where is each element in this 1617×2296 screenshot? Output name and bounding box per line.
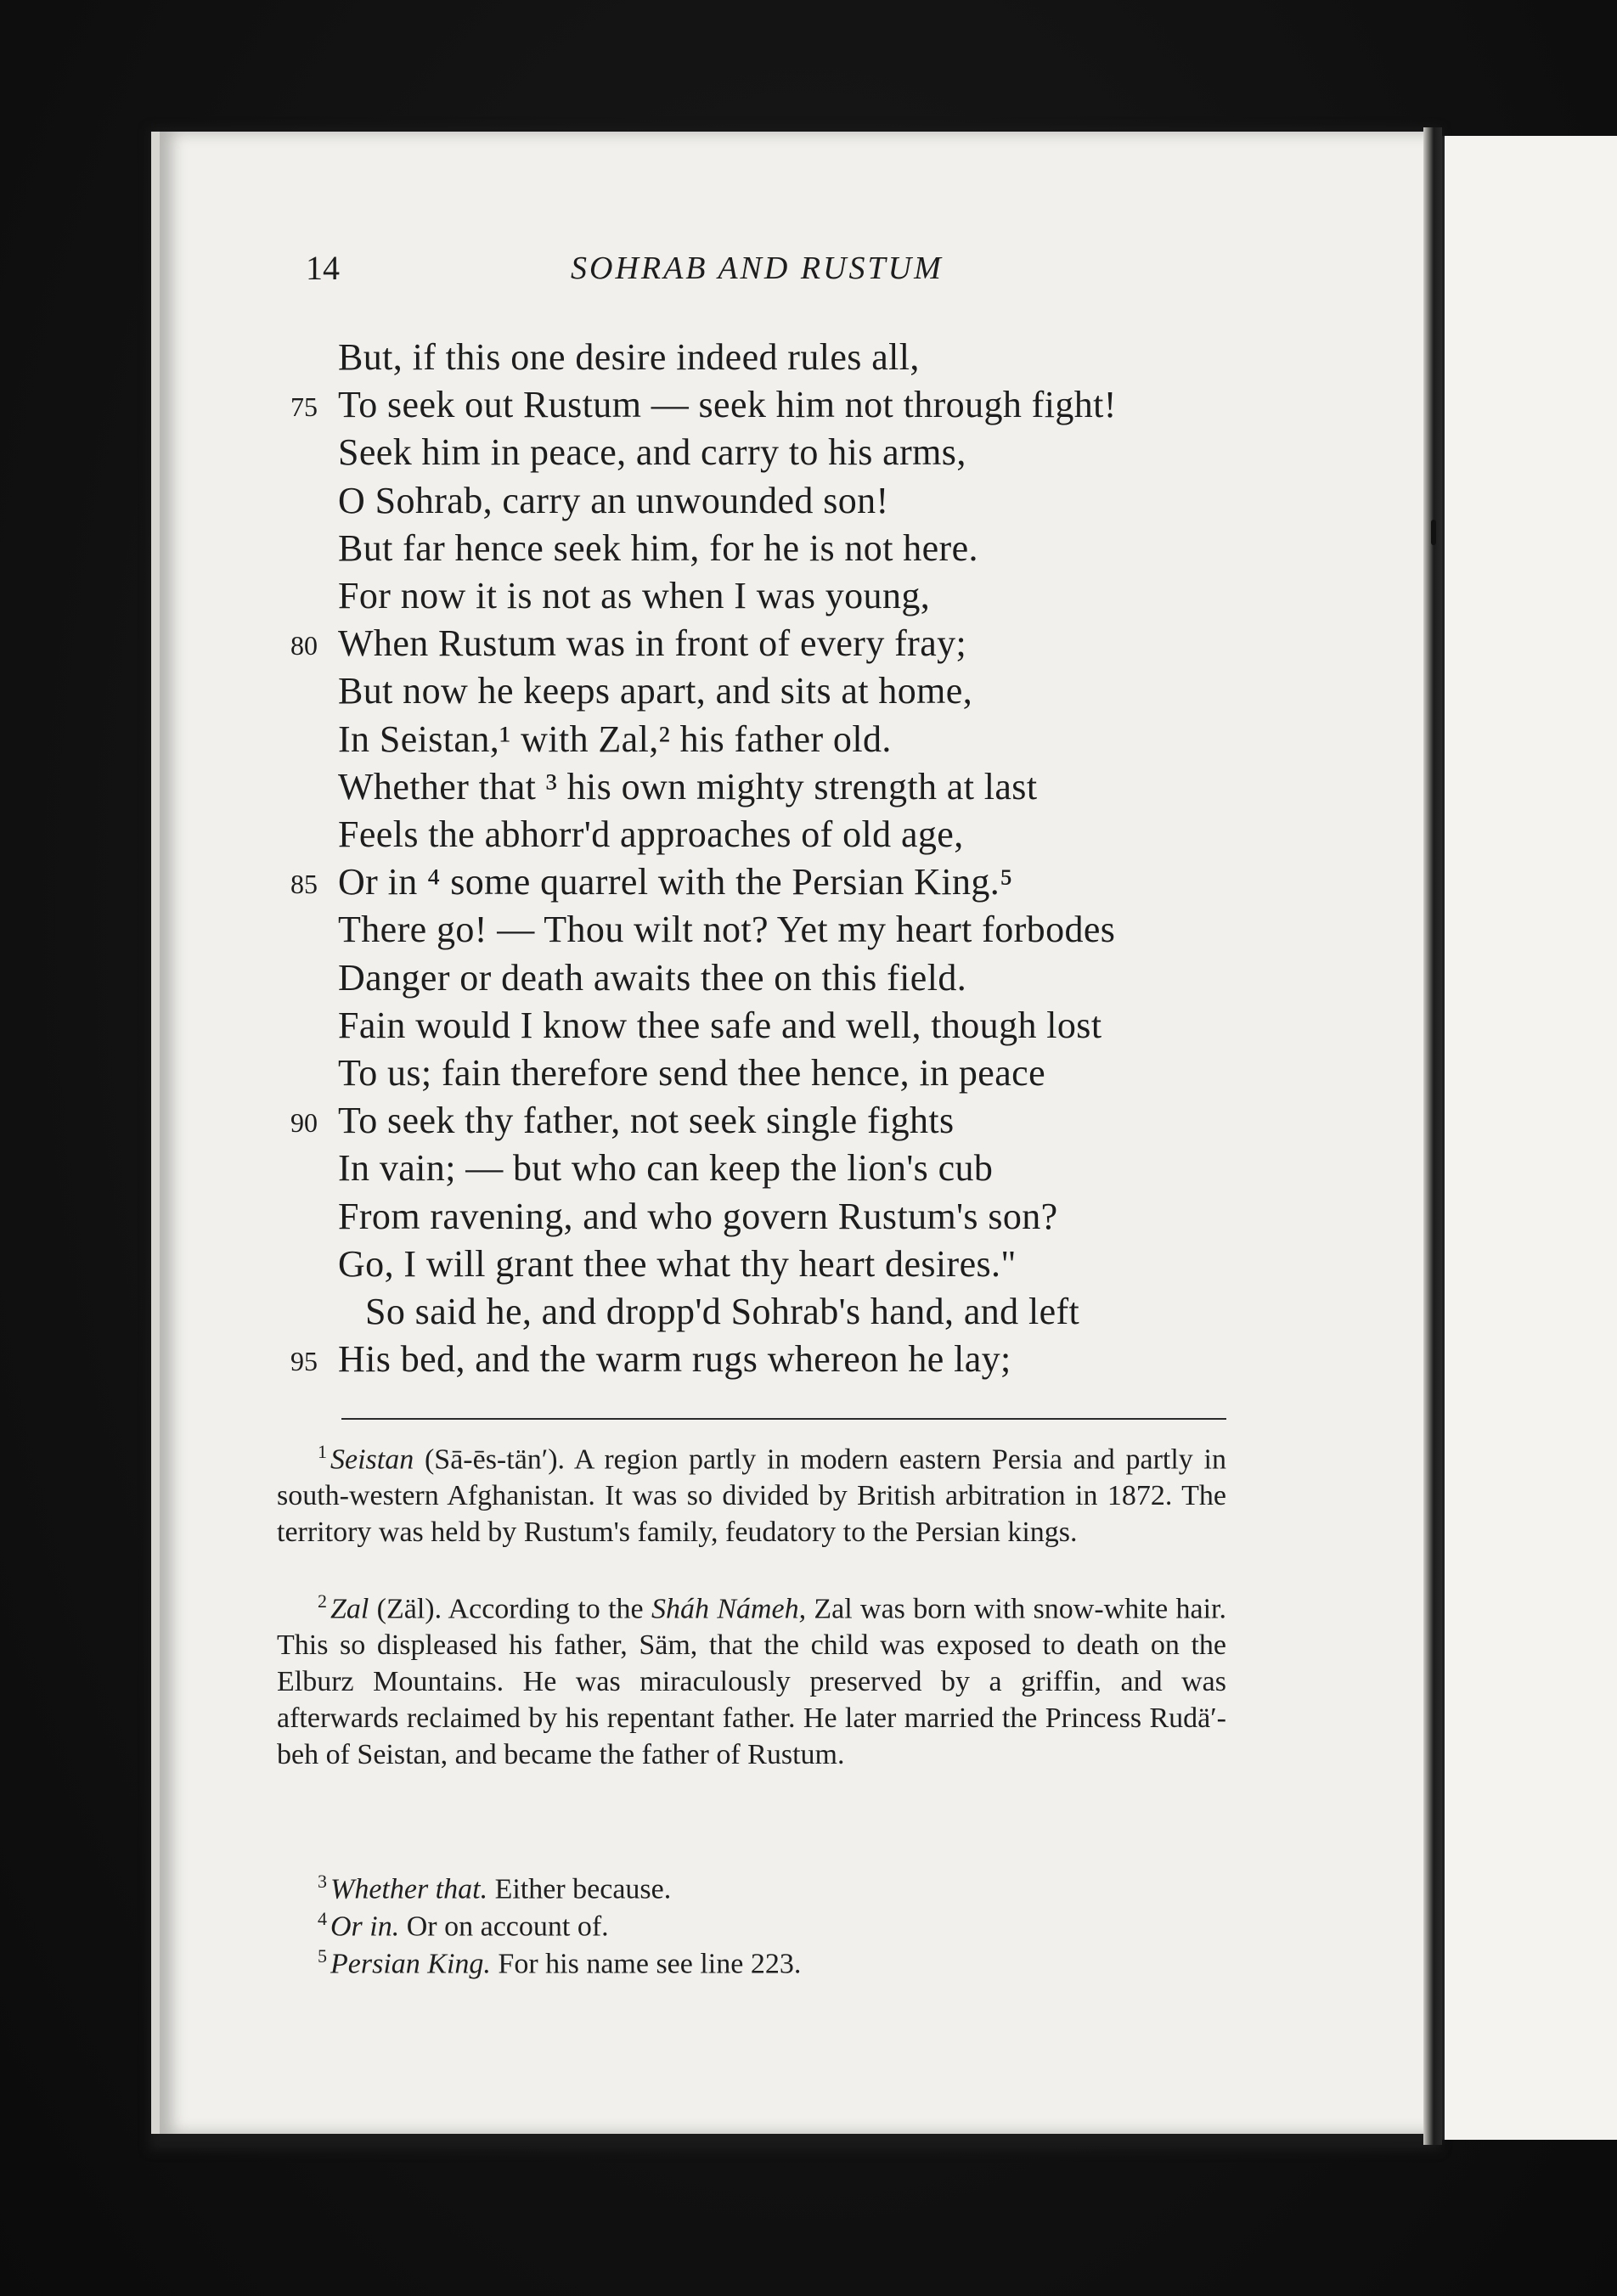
footnote-mark: 1: [318, 1441, 327, 1462]
verse-text: But now he keeps apart, and sits at home,: [338, 670, 973, 712]
footnote-term: Zal: [330, 1593, 369, 1625]
running-title: SOHRAB AND RUSTUM: [571, 250, 944, 286]
verse-text: But far hence seek him, for he is not here.: [338, 526, 978, 569]
verse-text: But, if this one desire indeed rules all,: [338, 336, 920, 378]
verse-text: His bed, and the warm rugs whereon he lay;: [338, 1338, 1011, 1381]
verse-text: O Sohrab, carry an unwounded son!: [338, 479, 889, 521]
verse-text: Go, I will grant thee what thy heart desires.": [338, 1242, 1017, 1285]
footnote-rule: [341, 1418, 1226, 1420]
book-page-right: [1442, 136, 1617, 2140]
verse-text: In vain; — but who can keep the lion's cub: [338, 1147, 994, 1190]
line-number: 75: [290, 391, 318, 423]
verse-text: So said he, and dropp'd Sohrab's hand, and left: [365, 1291, 1080, 1332]
footnote-text: Zal was born with snow-white hair. This so displeased his father, Säm, that the child was exposed to death on the Elburz Mountains. He was miraculously preserved by a griffin, and was afterwards reclaimed by his repentant father. He later married the Princess Rudä′-beh of Seistan, and became the father of Rustum.: [277, 1593, 1227, 1771]
footnote-text: (Sā-ēs-tän′). A region partly in modern eastern Persia and partly in south-western Afghanistan. It was so divided by British arbitration in 1872. The territory was held by Rustum's family, feudatory to the Persian kings.: [277, 1443, 1226, 1549]
line-number: 95: [290, 1346, 318, 1377]
verse-text: For now it is not as when I was young,: [338, 575, 931, 616]
footnote-5: [277, 1938, 1226, 1982]
footnote-mark: 3: [318, 1871, 327, 1892]
verse-text: From ravening, and who govern Rustum's son?: [338, 1195, 1058, 1237]
footnote-term: Seistan: [330, 1443, 414, 1476]
verse-text: To us; fain therefore send thee hence, in peace: [338, 1052, 1045, 1094]
footnote-mark: 5: [318, 1945, 327, 1967]
verse-text: Seek him in peace, and carry to his arms,: [338, 431, 966, 474]
verse-text: Or in ⁴ some quarrel with the Persian King.⁵: [338, 861, 1013, 903]
verse-text: To seek thy father, not seek single fights: [338, 1100, 955, 1142]
verse-text: To seek out Rustum — seek him not through fight!: [338, 384, 1117, 426]
line-number: 85: [290, 869, 318, 900]
footnote-text: (Zäl). According to the: [369, 1593, 651, 1625]
verse-text: When Rustum was in front of every fray;: [338, 622, 967, 665]
footnote-text: Or on account of.: [399, 1911, 609, 1943]
page-number: 14: [306, 249, 340, 287]
footnote-mark: 2: [318, 1590, 327, 1612]
book-gutter: [1423, 127, 1442, 2145]
line-number: 80: [290, 630, 318, 661]
footnote-text: For his name see line 223.: [490, 1948, 802, 1980]
footnote-term: Whether that.: [330, 1873, 488, 1905]
footnote-term: Or in.: [330, 1911, 400, 1943]
footnote-mark: 4: [318, 1908, 327, 1929]
footnote-book-title: Sháh Námeh,: [651, 1593, 807, 1625]
verse-text: Feels the abhorr'd approaches of old age,: [338, 813, 964, 855]
verse-text: In Seistan,¹ with Zal,² his father old.: [338, 718, 892, 760]
verse-text: There go! — Thou wilt not? Yet my heart forbodes: [338, 909, 1116, 951]
footnote-term: Persian King.: [330, 1948, 491, 1980]
verse-text: Fain would I know thee safe and well, though lost: [338, 1004, 1102, 1046]
line-number: 90: [290, 1107, 318, 1139]
footnote-2: [277, 1583, 1226, 1773]
footnote-1: [277, 1433, 1226, 1550]
gutter-mark: [1431, 520, 1436, 545]
footnote-text: Either because.: [487, 1873, 672, 1905]
verse-text: Whether that ³ his own mighty strength at last: [338, 765, 1038, 808]
verse-text: Danger or death awaits thee on this field.: [338, 956, 967, 999]
